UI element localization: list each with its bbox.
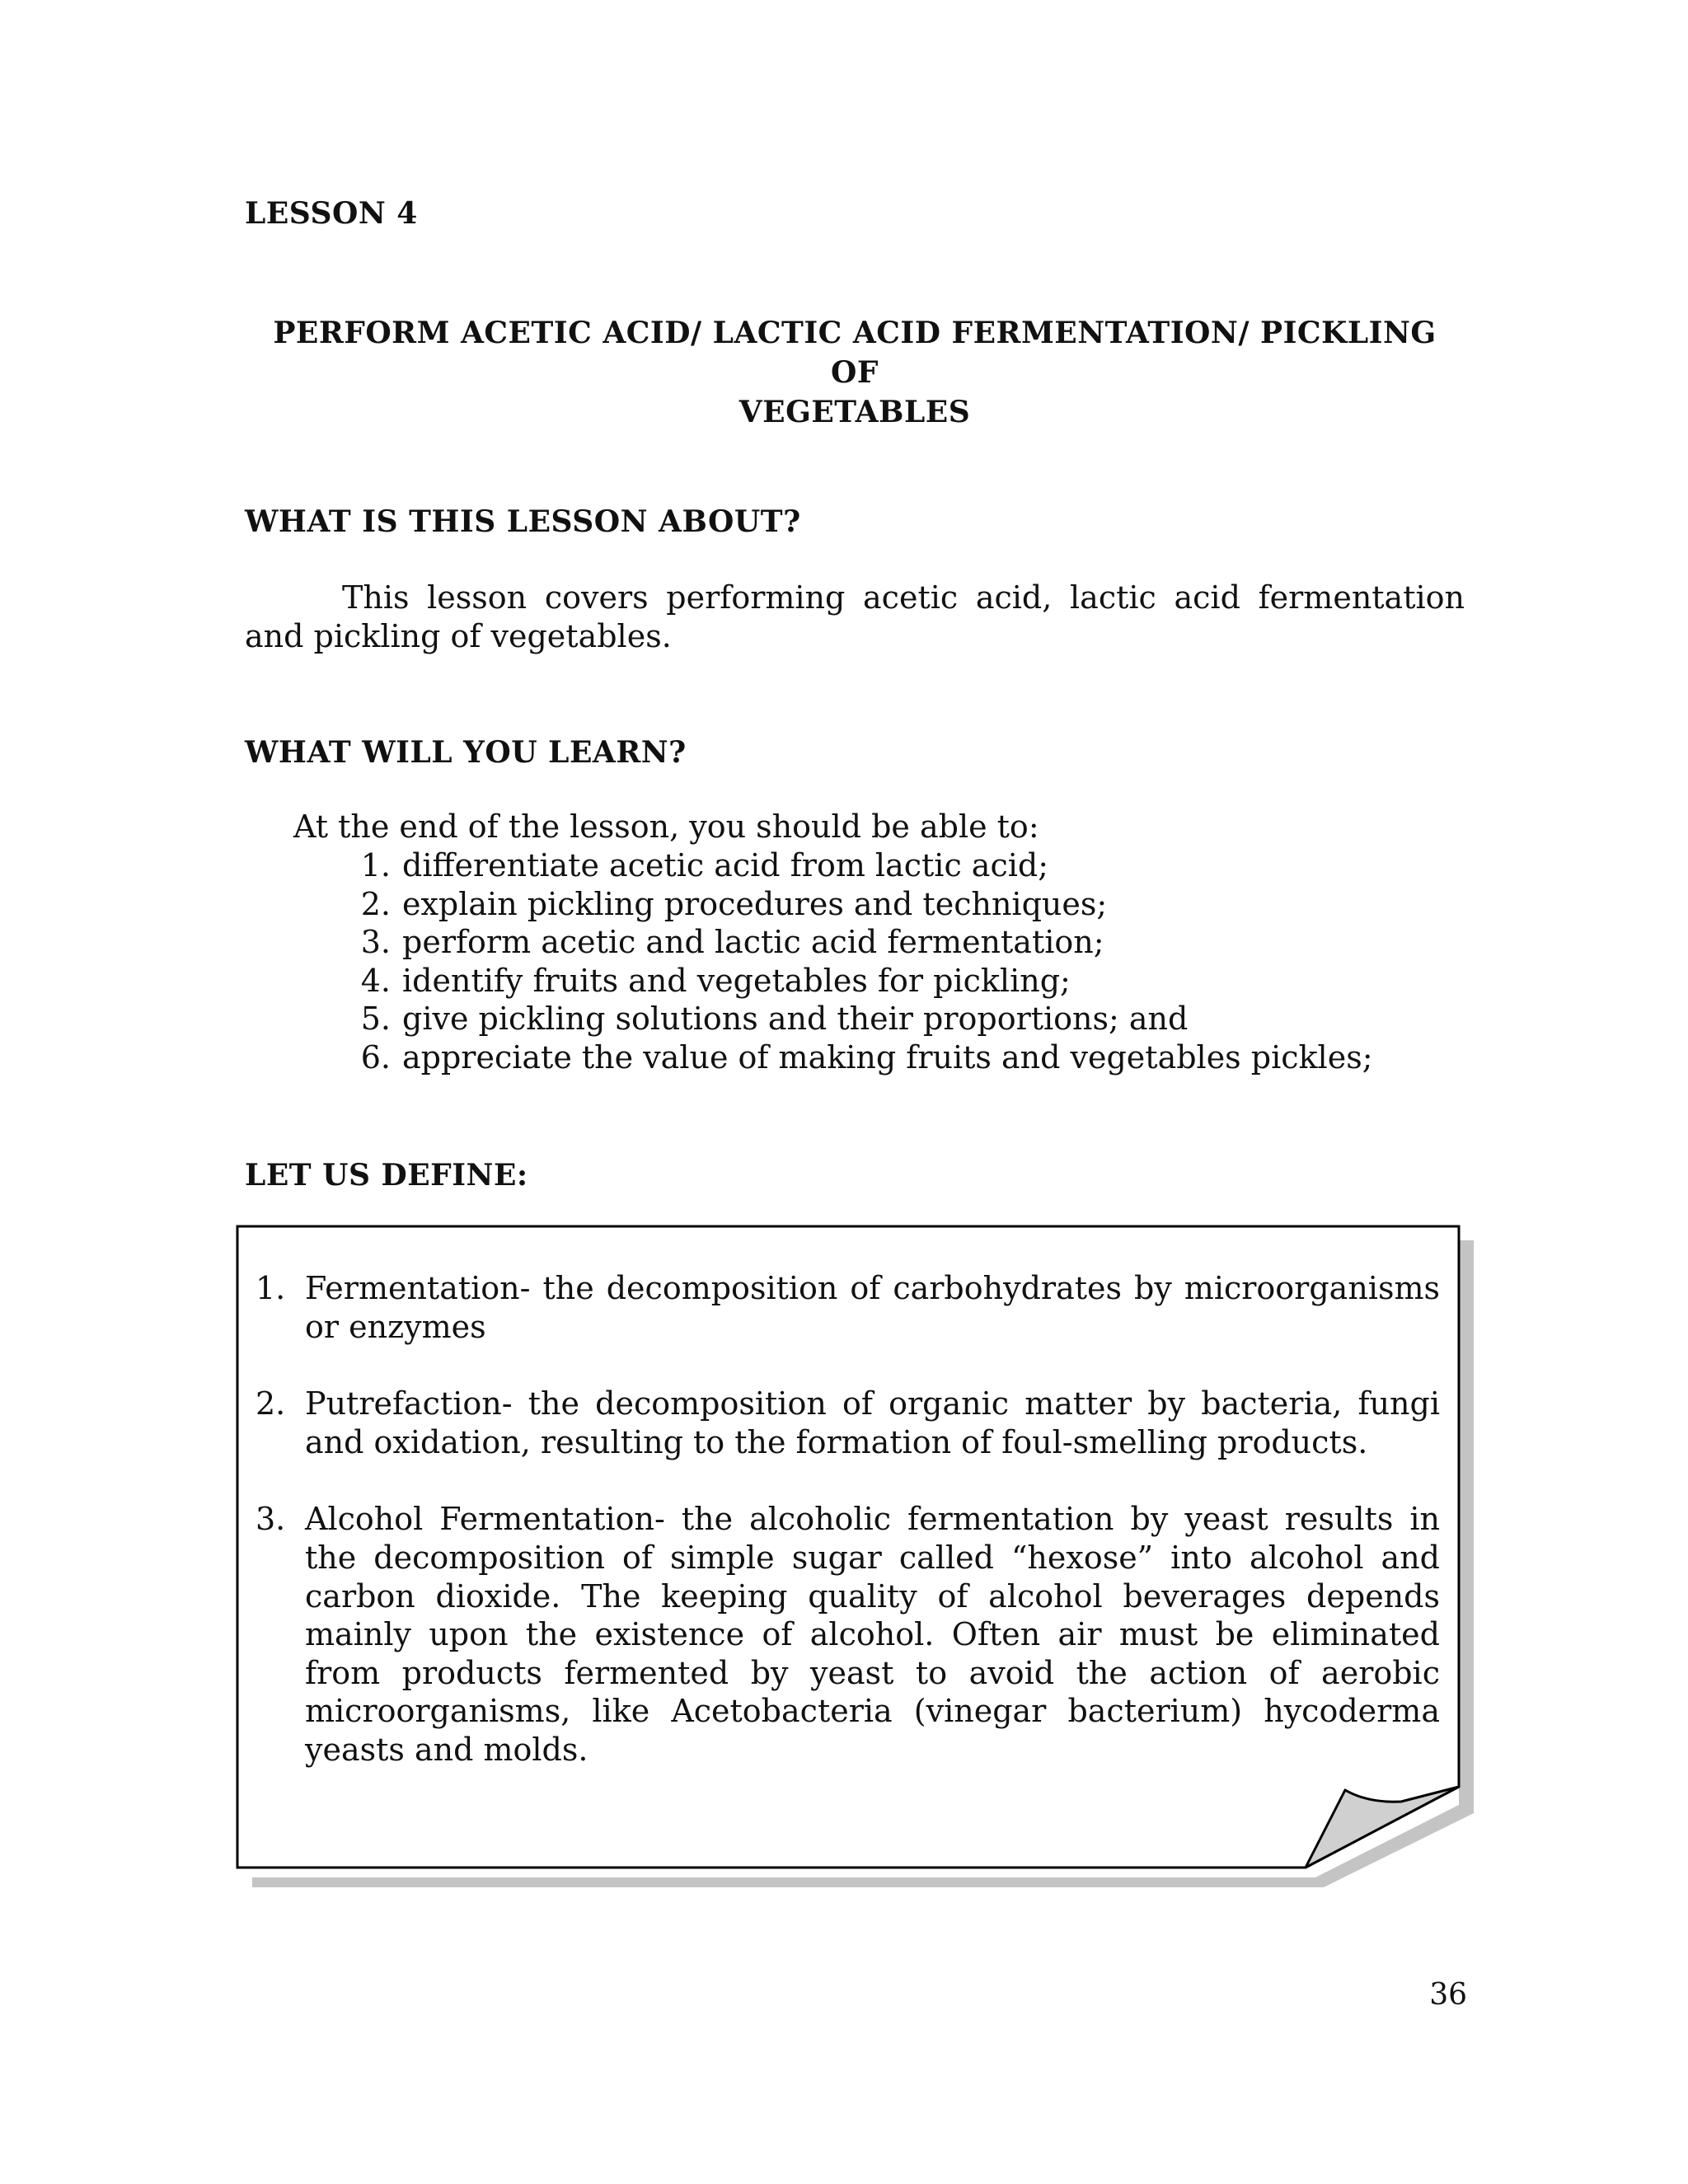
page-number: 36 — [1429, 1978, 1467, 2012]
objective-number: 5. — [360, 1001, 391, 1038]
lesson-title-line-2: VEGETABLES — [738, 395, 971, 429]
definition-text: Putrefaction- the decomposition of organic matter by bacteria, fungi and oxidation, resulting to the formation of foul-smelling products. — [305, 1385, 1440, 1460]
learn-intro: At the end of the lesson, you should be able to: — [293, 808, 1039, 845]
about-paragraph: This lesson covers performing acetic acid, lactic acid fermentation and pickling of vegetables. — [245, 579, 1465, 654]
definition-item — [253, 1269, 1440, 1346]
learn-heading: WHAT WILL YOU LEARN? — [245, 735, 687, 770]
objective-number: 3. — [360, 924, 391, 961]
definition-number: 3. — [256, 1501, 286, 1538]
definition-item — [253, 1385, 1440, 1461]
define-heading: LET US DEFINE: — [245, 1158, 528, 1193]
objective-text: differentiate acetic acid from lactic acid; — [402, 847, 1049, 883]
objective-text: identify fruits and vegetables for pickling; — [402, 962, 1071, 999]
about-heading: WHAT IS THIS LESSON ABOUT? — [245, 504, 801, 539]
objective-text: give pickling solutions and their proportions; and — [402, 1001, 1189, 1038]
definition-number: 2. — [256, 1385, 286, 1422]
definition-text: Fermentation- the decomposition of carbohydrates by microorganisms or enzymes — [305, 1270, 1440, 1345]
objective-text: perform acetic and lactic acid fermentation; — [402, 924, 1104, 961]
lesson-label: LESSON 4 — [245, 196, 418, 231]
definition-text: Alcohol Fermentation- the alcoholic fermentation by yeast results in the decomposition of simple sugar called “hexose” into alcohol and carbon dioxide. The keeping quality of alcohol beverages depends mainly upon the existence of alcohol. Often air must be eliminated from products fermented by yeast to avoid the action of aerobic microorganisms, like Acetobacteria (vinegar bacterium) hycoderma yeasts and molds. — [305, 1501, 1440, 1768]
definition-item — [253, 1500, 1440, 1769]
objective-number: 1. — [360, 847, 391, 883]
objective-text: explain pickling procedures and techniques; — [402, 885, 1108, 922]
objective-number: 6. — [360, 1038, 391, 1076]
definition-number: 1. — [256, 1270, 286, 1306]
objective-number: 2. — [360, 885, 391, 922]
objective-number: 4. — [360, 962, 391, 999]
objective-text: appreciate the value of making fruits and vegetables pickles; — [402, 1038, 1373, 1076]
lesson-title-line-1: PERFORM ACETIC ACID/ LACTIC ACID FERMENTATION/ PICKLING OF — [273, 316, 1437, 390]
definition-list — [253, 1269, 1440, 1808]
